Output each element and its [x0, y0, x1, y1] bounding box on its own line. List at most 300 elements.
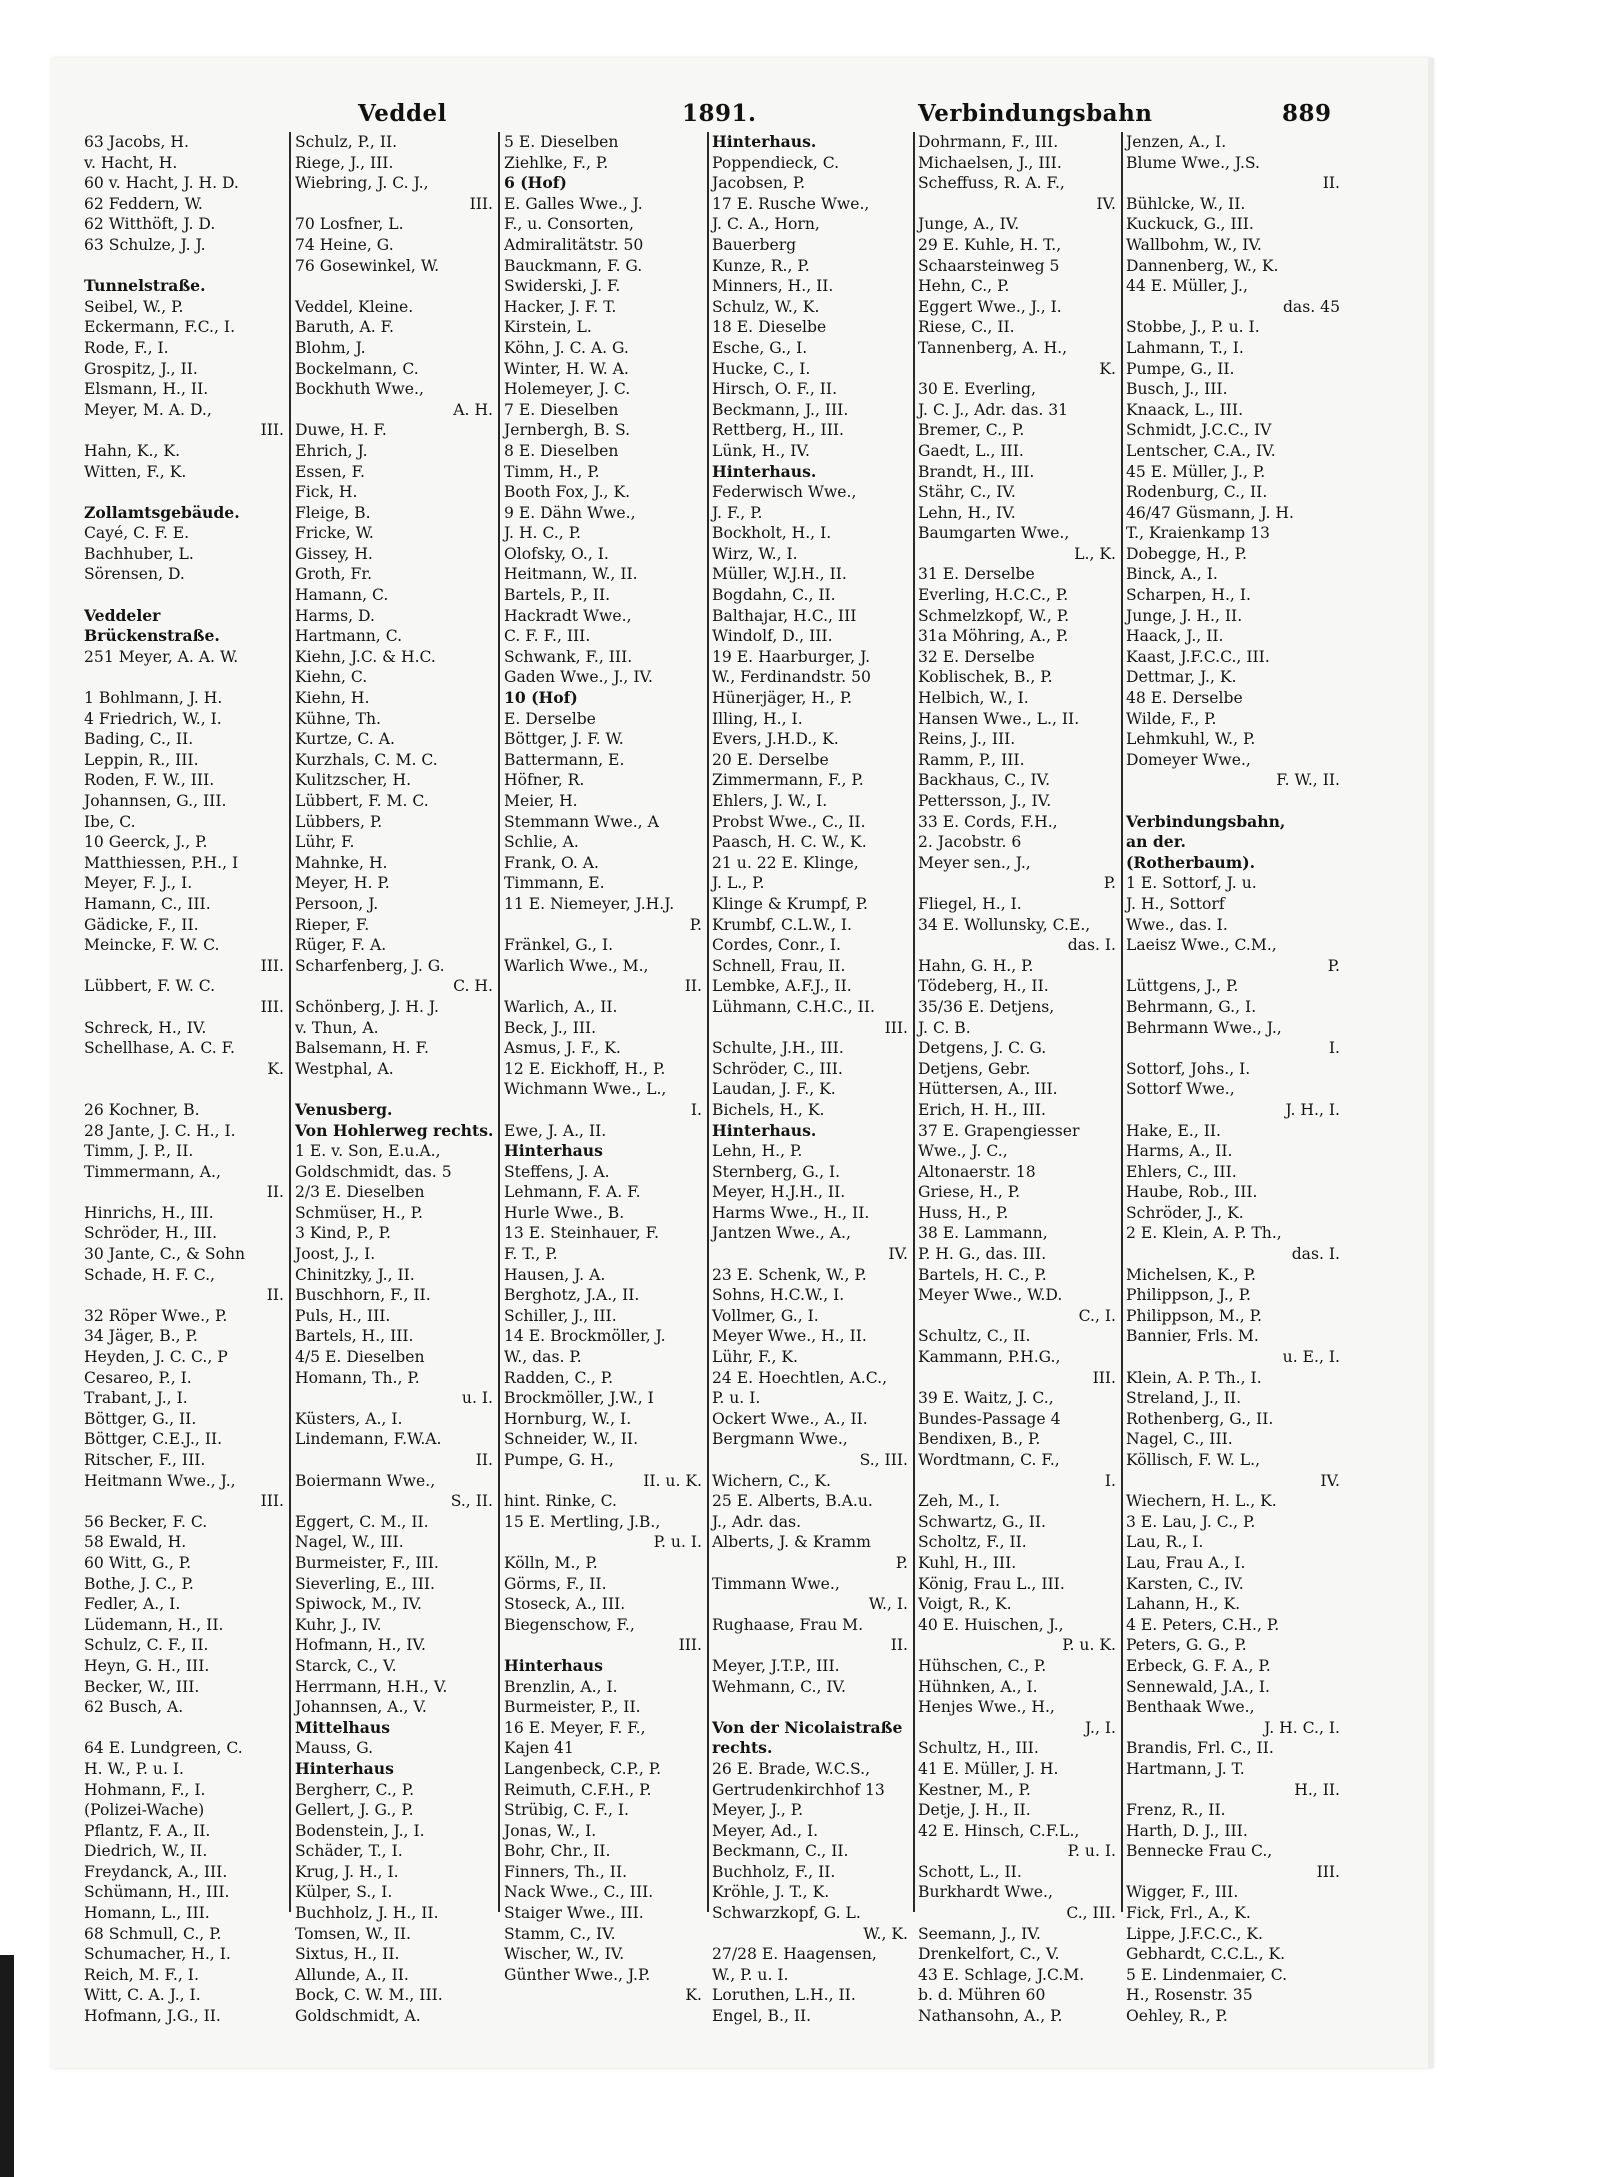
- directory-entry: Frank, O. A.: [504, 853, 599, 872]
- directory-entry: I.: [1328, 1039, 1340, 1058]
- page-edge: [1428, 58, 1434, 2068]
- directory-entry: Erich, H. H., III.: [918, 1100, 1046, 1119]
- directory-entry: Wiechern, H. L., K.: [1126, 1492, 1277, 1511]
- directory-entry: [84, 585, 286, 606]
- directory-entry: 63 Schulze, J. J.: [84, 235, 206, 254]
- directory-entry: Puls, H., III.: [295, 1306, 391, 1325]
- directory-entry: Illing, H., I.: [712, 709, 803, 728]
- directory-entry: Ehrich, J.: [295, 441, 368, 460]
- directory-entry: Krumbf, C.L.W., I.: [712, 915, 852, 934]
- directory-entry: Ramm, P., III.: [918, 750, 1025, 769]
- directory-entry: Drenkelfort, C., V.: [918, 1945, 1060, 1964]
- directory-entry: 25 E. Alberts, B.A.u.: [712, 1492, 873, 1511]
- directory-entry: Scharpen, H., I.: [1126, 586, 1251, 605]
- directory-entry: Lentscher, C.A., IV.: [1126, 441, 1276, 460]
- directory-entry: T., Kraienkamp 13: [1126, 524, 1270, 543]
- directory-entry: [295, 276, 495, 297]
- directory-column-1: [84, 132, 286, 2026]
- directory-entry: Timm, J. P., II.: [84, 1142, 194, 1161]
- directory-entry: 5 E. Dieselben: [504, 133, 619, 151]
- directory-entry: Mauss, G.: [295, 1739, 374, 1758]
- directory-entry: Burmeister, P., II.: [504, 1698, 641, 1717]
- directory-entry: Pumpe, G., II.: [1126, 359, 1235, 378]
- directory-entry: Kurtze, C. A.: [295, 730, 395, 749]
- directory-entry: Heitmann, W., II.: [504, 565, 638, 584]
- directory-entry: J. H., Sottorf: [1126, 894, 1225, 913]
- directory-entry: Balsemann, H. F.: [295, 1039, 429, 1058]
- directory-entry: Blohm, J.: [295, 338, 366, 357]
- directory-entry: Fedler, A., I.: [84, 1595, 181, 1614]
- directory-entry: Hucke, C., I.: [712, 359, 811, 378]
- directory-entry: Steffens, J. A.: [504, 1162, 610, 1181]
- directory-entry: Vollmer, G., I.: [712, 1306, 819, 1325]
- directory-entry: 26 Kochner, B.: [84, 1100, 200, 1119]
- directory-entry: Scharfenberg, J. G.: [295, 956, 445, 975]
- directory-entry: Kunze, R., P.: [712, 256, 810, 275]
- directory-column-3: [504, 132, 704, 2005]
- directory-entry: Bergmann Wwe.,: [712, 1430, 848, 1449]
- directory-entry: Hartmann, J. T.: [1126, 1759, 1245, 1778]
- directory-entry: II. u. K.: [643, 1471, 702, 1490]
- directory-entry: II.: [684, 977, 702, 996]
- directory-entry: Buchholz, F., II.: [712, 1862, 836, 1881]
- directory-entry: Burmeister, F., III.: [295, 1553, 439, 1572]
- directory-entry: Helbich, W., I.: [918, 689, 1029, 708]
- directory-entry: Rughaase, Frau M.: [712, 1615, 864, 1634]
- directory-entry: Wirz, W., I.: [712, 544, 798, 563]
- directory-entry: Schmelzkopf, W., P.: [918, 606, 1070, 625]
- directory-entry: 45 E. Müller, J., P.: [1126, 462, 1266, 481]
- directory-entry: Harms, A., II.: [1126, 1142, 1233, 1161]
- directory-entry: II.: [890, 1636, 908, 1655]
- directory-entry: Hornburg, W., I.: [504, 1409, 632, 1428]
- directory-entry: P.: [1103, 874, 1116, 893]
- directory-entry: Balthajar, H.C., III: [712, 606, 857, 625]
- directory-entry: P. u. I.: [712, 1389, 761, 1408]
- directory-entry: III.: [260, 421, 284, 440]
- directory-entry: Spiwock, M., IV.: [295, 1595, 422, 1614]
- directory-entry: Bohr, Chr., II.: [504, 1842, 611, 1861]
- directory-entry: Kiehn, C.: [295, 668, 368, 687]
- directory-entry: 24 E. Hoechtlen, A.C.,: [712, 1368, 888, 1387]
- directory-entry: S., III.: [859, 1451, 908, 1469]
- directory-entry: Tödeberg, H., II.: [918, 977, 1049, 996]
- directory-entry: Lühr, F.: [295, 833, 355, 852]
- header-street-right: Verbindungsbahn: [918, 100, 1153, 127]
- directory-entry: [84, 482, 286, 503]
- directory-entry: Schulte, J.H., III.: [712, 1039, 844, 1058]
- directory-entry: Voigt, R., K.: [918, 1595, 1012, 1614]
- directory-entry: Lühmann, C.H.C., II.: [712, 997, 875, 1016]
- directory-entry: Schmidt, J.C.C., IV: [1126, 421, 1272, 440]
- directory-entry: 18 E. Dieselbe: [712, 318, 827, 337]
- directory-entry: 62 Busch, A.: [84, 1698, 184, 1717]
- directory-entry: [84, 256, 286, 277]
- directory-entry: 42 E. Hinsch, C.F.L.,: [918, 1821, 1080, 1840]
- directory-entry: Schäder, T., I.: [295, 1842, 403, 1861]
- directory-entry: Nagel, W., III.: [295, 1533, 404, 1552]
- directory-entry: Hausen, J. A.: [504, 1265, 606, 1284]
- directory-entry: III.: [678, 1636, 702, 1655]
- directory-entry: 6 (Hof): [504, 173, 567, 193]
- directory-entry: 3 Kind, P., P.: [295, 1224, 391, 1243]
- directory-entry: Junge, A., IV.: [918, 215, 1020, 234]
- directory-entry: Brandis, Frl. C., II.: [1126, 1739, 1274, 1758]
- directory-entry: Ehlers, C., III.: [1126, 1162, 1237, 1181]
- directory-entry: Schultz, H., III.: [918, 1739, 1039, 1758]
- directory-entry: Hinterhaus: [504, 1655, 603, 1675]
- directory-entry: Wwe., J. C.,: [918, 1142, 1008, 1161]
- directory-entry: Knaack, L., III.: [1126, 400, 1244, 419]
- directory-entry: Stemmann Wwe., A: [504, 812, 659, 831]
- directory-entry: 1 Bohlmann, J. H.: [84, 689, 223, 708]
- directory-entry: W., P. u. I.: [712, 1965, 789, 1984]
- directory-entry: 26 E. Brade, W.C.S.,: [712, 1759, 871, 1778]
- directory-entry: Lippe, J.F.C.C., K.: [1126, 1924, 1263, 1943]
- directory-entry: Heitmann Wwe., J.,: [84, 1471, 236, 1490]
- directory-entry: J., I.: [1084, 1718, 1116, 1737]
- directory-entry: Zimmermann, F., P.: [712, 771, 864, 790]
- directory-entry: 37 E. Grapengiesser: [918, 1121, 1080, 1140]
- column-divider: [913, 132, 915, 1912]
- directory-entry: hint. Rinke, C.: [504, 1492, 617, 1511]
- directory-entry: Haack, J., II.: [1126, 627, 1224, 646]
- directory-entry: [1126, 791, 1342, 812]
- directory-entry: b. d. Mühren 60: [918, 1986, 1046, 2005]
- directory-entry: Hinrichs, H., III.: [84, 1203, 214, 1222]
- directory-entry: Jenzen, A., I.: [1126, 133, 1227, 151]
- directory-entry: 1 E. v. Son, E.u.A.,: [295, 1142, 441, 1161]
- directory-entry: Rüger, F. A.: [295, 936, 387, 955]
- directory-entry: 44 E. Müller, J.,: [1126, 277, 1248, 296]
- directory-entry: Beck, J., III.: [504, 1018, 597, 1037]
- directory-entry: 46/47 Güsmann, J. H.: [1126, 503, 1294, 522]
- directory-entry: Gaden Wwe., J., IV.: [504, 668, 653, 687]
- directory-entry: Ritscher, F., III.: [84, 1451, 206, 1469]
- directory-entry: Timmermann, A.,: [84, 1162, 221, 1181]
- directory-entry: Hamann, C., III.: [84, 894, 211, 913]
- directory-entry: Kiehn, H.: [295, 689, 370, 708]
- directory-entry: Lahmann, T., I.: [1126, 338, 1244, 357]
- directory-entry: Wehmann, C., IV.: [712, 1677, 847, 1696]
- directory-entry: Reich, M. F., I.: [84, 1965, 199, 1984]
- directory-entry: 17 E. Rusche Wwe.,: [712, 194, 870, 213]
- directory-entry: Federwisch Wwe.,: [712, 483, 857, 502]
- directory-entry: J. C. A., Horn,: [712, 215, 820, 234]
- directory-entry: Hühschen, C., P.: [918, 1656, 1047, 1675]
- directory-entry: Böttger, J. F. W.: [504, 730, 624, 749]
- directory-entry: 30 E. Everling,: [918, 380, 1036, 399]
- directory-entry: 21 u. 22 E. Klinge,: [712, 853, 859, 872]
- directory-entry: Haube, Rob., III.: [1126, 1183, 1258, 1202]
- directory-entry: Erbeck, G. F. A., P.: [1126, 1656, 1271, 1675]
- directory-entry: Klinge & Krumpf, P.: [712, 894, 869, 913]
- directory-entry: 31 E. Derselbe: [918, 565, 1035, 584]
- directory-entry: Riese, C., II.: [918, 318, 1015, 337]
- directory-entry: Schellhase, A. C. F.: [84, 1039, 235, 1058]
- directory-entry: Engel, B., II.: [712, 2007, 812, 2026]
- directory-entry: 1 E. Sottorf, J. u.: [1126, 874, 1257, 893]
- directory-entry: Timmann Wwe.,: [712, 1574, 840, 1593]
- directory-entry: F. W., II.: [1276, 771, 1340, 790]
- directory-entry: 38 E. Lammann,: [918, 1224, 1048, 1243]
- directory-entry: Booth Fox, J., K.: [504, 483, 631, 502]
- directory-entry: Bothe, J. C., P.: [84, 1574, 194, 1593]
- directory-entry: Hofmann, J.G., II.: [84, 2007, 221, 2026]
- directory-entry: Lübbert, F. M. C.: [295, 792, 429, 810]
- directory-entry: 5 E. Lindenmaier, C.: [1126, 1965, 1288, 1984]
- directory-entry: Poppendieck, C.: [712, 153, 840, 172]
- directory-entry: Dohrmann, F., III.: [918, 133, 1059, 151]
- directory-entry: v. Thun, A.: [295, 1018, 379, 1037]
- directory-entry: Klein, A. P. Th., I.: [1126, 1368, 1262, 1387]
- directory-entry: Bachhuber, L.: [84, 544, 194, 563]
- directory-entry: Riege, J., III.: [295, 153, 394, 172]
- directory-entry: 2 E. Klein, A. P. Th.,: [1126, 1224, 1282, 1243]
- directory-entry: Kammann, P.H.G.,: [918, 1348, 1061, 1367]
- directory-entry: Wordtmann, C. F.,: [918, 1451, 1060, 1469]
- directory-entry: Swiderski, J. F.: [504, 277, 621, 296]
- directory-entry: II.: [475, 1451, 493, 1469]
- directory-entry: J. H. C., I.: [1264, 1718, 1340, 1737]
- directory-entry: J. F., P.: [712, 503, 763, 522]
- directory-entry: Fränkel, G., I.: [504, 936, 614, 955]
- directory-entry: Witt, C. A. J., I.: [84, 1986, 201, 2005]
- directory-entry: Dannenberg, W., K.: [1126, 256, 1279, 275]
- directory-entry: Kölln, M., P.: [504, 1553, 598, 1572]
- directory-entry: Bremer, C., P.: [918, 421, 1025, 440]
- directory-entry: Hofmann, H., IV.: [295, 1636, 426, 1655]
- directory-entry: Bogdahn, C., II.: [712, 586, 836, 605]
- directory-entry: 40 E. Huischen, J.,: [918, 1615, 1064, 1634]
- directory-entry: E. Galles Wwe., J.: [504, 194, 643, 213]
- directory-entry: Westphal, A.: [295, 1059, 394, 1078]
- directory-entry: Hehn, C., P.: [918, 277, 1010, 296]
- directory-entry: Ewe, J. A., II.: [504, 1121, 607, 1140]
- directory-entry: III.: [260, 1492, 284, 1511]
- directory-entry: Dettmar, J., K.: [1126, 668, 1237, 687]
- directory-entry: Wilde, F., P.: [1126, 709, 1217, 728]
- directory-entry: 10 Geerck, J., P.: [84, 833, 208, 852]
- directory-entry: 48 E. Derselbe: [1126, 689, 1243, 708]
- directory-entry: Schümann, H., III.: [84, 1883, 230, 1902]
- directory-entry: 34 Jäger, B., P.: [84, 1327, 198, 1346]
- directory-entry: Schröder, H., III.: [84, 1224, 218, 1243]
- directory-entry: Kiehn, J.C. & H.C.: [295, 647, 436, 666]
- directory-entry: Grospitz, J., II.: [84, 359, 198, 378]
- directory-entry: 4 E. Peters, C.H., P.: [1126, 1615, 1280, 1634]
- directory-entry: Minners, H., II.: [712, 277, 834, 296]
- directory-entry: (Rotherbaum).: [1126, 852, 1256, 872]
- directory-entry: Pflantz, F. A., II.: [84, 1821, 211, 1840]
- directory-entry: Rodenburg, C., II.: [1126, 483, 1268, 502]
- directory-entry: Harms Wwe., H., II.: [712, 1203, 870, 1222]
- directory-entry: Schulz, W., K.: [712, 297, 820, 316]
- directory-entry: [295, 1079, 495, 1100]
- directory-entry: Köhn, J. C. A. G.: [504, 338, 629, 357]
- directory-entry: Zeh, M., I.: [918, 1492, 1000, 1511]
- directory-entry: Starck, C., V.: [295, 1656, 397, 1675]
- directory-entry: Schnell, Frau, II.: [712, 956, 846, 975]
- directory-entry: Wichmann Wwe., L.,: [504, 1080, 667, 1099]
- directory-entry: Fricke, W.: [295, 524, 374, 543]
- directory-entry: Freydanck, A., III.: [84, 1862, 228, 1881]
- directory-entry: Meyer Wwe., H., II.: [712, 1327, 867, 1346]
- directory-entry: Meyer, Ad., I.: [712, 1821, 819, 1840]
- directory-entry: Lübbers, P.: [295, 812, 383, 831]
- directory-entry: das. I.: [1067, 936, 1116, 955]
- directory-entry: Benthaak Wwe.,: [1126, 1698, 1255, 1717]
- directory-entry: Külper, S., I.: [295, 1883, 393, 1902]
- directory-entry: P. u. K.: [1062, 1636, 1116, 1655]
- directory-entry: Hirsch, O. F., II.: [712, 380, 838, 399]
- directory-entry: Trabant, J., I.: [84, 1389, 188, 1408]
- directory-entry: Schulz, C. F., II.: [84, 1636, 209, 1655]
- directory-entry: Domeyer Wwe.,: [1126, 750, 1251, 769]
- directory-entry: Hinterhaus.: [712, 1120, 817, 1140]
- directory-entry: Lühr, F., K.: [712, 1348, 798, 1367]
- directory-entry: Jantzen Wwe., A.,: [712, 1224, 851, 1243]
- directory-entry: Bauckmann, F. G.: [504, 256, 643, 275]
- column-divider: [289, 132, 291, 1912]
- directory-entry: H., II.: [1294, 1780, 1340, 1799]
- directory-entry: Fleige, B.: [295, 503, 371, 522]
- directory-entry: Kuhl, H., III.: [918, 1553, 1017, 1572]
- directory-entry: Brockmöller, J.W., I: [504, 1389, 654, 1408]
- scan-edge-shadow: [0, 1955, 14, 2177]
- directory-entry: Hamann, C.: [295, 586, 389, 605]
- directory-entry: Wigger, F., III.: [1126, 1883, 1239, 1902]
- directory-entry: Binck, A., I.: [1126, 565, 1218, 584]
- directory-entry: Baumgarten Wwe.,: [918, 524, 1070, 543]
- directory-entry: Bockholt, H., I.: [712, 524, 832, 543]
- directory-entry: Fliegel, H., I.: [918, 894, 1022, 913]
- directory-entry: Bartels, H. C., P.: [918, 1265, 1047, 1284]
- directory-entry: Hinterhaus: [504, 1141, 603, 1161]
- directory-entry: P. H. G., das. III.: [918, 1245, 1047, 1264]
- directory-entry: 2/3 E. Dieselben: [295, 1183, 425, 1202]
- directory-entry: Bühlcke, W., II.: [1126, 194, 1246, 213]
- directory-entry: Günther Wwe., J.P.: [504, 1965, 651, 1984]
- column-divider: [498, 132, 500, 1912]
- directory-entry: III.: [469, 194, 493, 213]
- directory-entry: Meyer, H.J.H., II.: [712, 1183, 846, 1202]
- directory-entry: Böttger, G., II.: [84, 1409, 197, 1428]
- directory-entry: 14 E. Brockmöller, J.: [504, 1327, 666, 1346]
- directory-entry: 68 Schmull, C., P.: [84, 1924, 222, 1943]
- directory-entry: 62 Witthöft, J. D.: [84, 215, 216, 234]
- directory-entry: 4/5 E. Dieselben: [295, 1348, 425, 1367]
- directory-entry: Kaast, J.F.C.C., III.: [1126, 647, 1270, 666]
- directory-entry: Goldschmidt, das. 5: [295, 1162, 452, 1181]
- directory-entry: L., K.: [1074, 544, 1116, 563]
- directory-entry: Hahn, K., K.: [84, 441, 181, 460]
- directory-entry: P.: [1327, 956, 1340, 975]
- directory-entry: Ehlers, J. W., I.: [712, 792, 828, 810]
- directory-entry: III.: [884, 1018, 908, 1037]
- directory-entry: 3 E. Lau, J. C., P.: [1126, 1512, 1256, 1531]
- directory-entry: Lembke, A.F.J., II.: [712, 977, 852, 996]
- directory-entry: Jonas, W., I.: [504, 1821, 597, 1840]
- directory-entry: 60 Witt, G., P.: [84, 1553, 192, 1572]
- directory-entry: 2. Jacobstr. 6: [918, 833, 1022, 852]
- directory-entry: Sohns, H.C.W., I.: [712, 1286, 845, 1305]
- directory-entry: Lau, Frau A., I.: [1126, 1553, 1246, 1572]
- directory-entry: Groth, Fr.: [295, 565, 373, 584]
- directory-entry: Stamm, C., IV.: [504, 1924, 616, 1943]
- directory-entry: Philippson, J., P.: [1126, 1286, 1252, 1305]
- directory-entry: 13 E. Steinhauer, F.: [504, 1224, 659, 1243]
- directory-entry: Herrmann, H.H., V.: [295, 1677, 448, 1696]
- directory-entry: Lehn, H., P.: [712, 1142, 803, 1161]
- directory-entry: Lübbert, F. W. C.: [84, 977, 216, 996]
- directory-entry: Lüdemann, H., II.: [84, 1615, 224, 1634]
- directory-entry: Schaarsteinweg 5: [918, 256, 1060, 275]
- directory-entry: P. u. I.: [1067, 1842, 1116, 1861]
- directory-entry: III.: [260, 997, 284, 1016]
- directory-entry: 11 E. Niemeyer, J.H.J.: [504, 894, 675, 913]
- directory-entry: Seemann, J., IV.: [918, 1924, 1041, 1943]
- directory-entry: Evers, J.H.D., K.: [712, 730, 839, 749]
- directory-entry: 9 E. Dähn Wwe.,: [504, 503, 636, 522]
- directory-entry: Hansen Wwe., L., II.: [918, 709, 1080, 728]
- directory-entry: 28 Jante, J. C. H., I.: [84, 1121, 236, 1140]
- directory-entry: I.: [690, 1100, 702, 1119]
- directory-entry: Seibel, W., P.: [84, 297, 184, 316]
- directory-entry: Harth, D. J., III.: [1126, 1821, 1248, 1840]
- directory-entry: Stobbe, J., P. u. I.: [1126, 318, 1260, 337]
- directory-entry: Berghotz, J.A., II.: [504, 1286, 640, 1305]
- directory-entry: Lahann, H., K.: [1126, 1595, 1241, 1614]
- directory-entry: 63 Jacobs, H.: [84, 133, 189, 151]
- directory-entry: Strübig, C. F., I.: [504, 1801, 629, 1820]
- directory-entry: Behrmann, G., I.: [1126, 997, 1257, 1016]
- directory-entry: Scheffuss, R. A. F.,: [918, 174, 1065, 193]
- directory-entry: Biegenschow, F.,: [504, 1615, 635, 1634]
- directory-entry: Schwarzkopf, G. L.: [712, 1904, 861, 1923]
- directory-entry: Ockert Wwe., A., II.: [712, 1409, 868, 1428]
- directory-entry: Schreck, H., IV.: [84, 1018, 207, 1037]
- directory-entry: Staiger Wwe., III.: [504, 1904, 644, 1923]
- directory-entry: Hinterhaus: [295, 1758, 394, 1778]
- directory-entry: 15 E. Mertling, J.B.,: [504, 1512, 661, 1531]
- directory-entry: Boiermann Wwe.,: [295, 1471, 436, 1490]
- directory-entry: Zollamtsgebäude.: [84, 502, 240, 522]
- directory-entry: Laeisz Wwe., C.M.,: [1126, 936, 1277, 955]
- directory-entry: 33 E. Cords, F.H.,: [918, 812, 1058, 831]
- directory-entry: Rettberg, H., III.: [712, 421, 844, 440]
- directory-entry: Meyer, J., P.: [712, 1801, 804, 1820]
- directory-entry: Timmann, E.: [504, 874, 605, 893]
- directory-entry: Eckermann, F.C., I.: [84, 318, 236, 337]
- directory-entry: W., K.: [863, 1924, 908, 1943]
- directory-entry: 58 Ewald, H.: [84, 1533, 187, 1552]
- directory-entry: Allunde, A., II.: [295, 1965, 409, 1984]
- directory-entry: Philippson, M., P.: [1126, 1306, 1262, 1325]
- directory-entry: Joost, J., I.: [295, 1245, 376, 1264]
- directory-entry: Gädicke, F., II.: [84, 915, 199, 934]
- directory-entry: Admiralitätstr. 50: [504, 235, 644, 254]
- directory-entry: Detjens, Gebr.: [918, 1059, 1031, 1078]
- directory-entry: Wischer, W., IV.: [504, 1945, 625, 1964]
- directory-entry: Böttger, C.E.J., II.: [84, 1430, 223, 1449]
- directory-entry: J. H., I.: [1285, 1100, 1340, 1119]
- directory-entry: [84, 1718, 286, 1739]
- directory-entry: Hackradt Wwe.,: [504, 606, 632, 625]
- directory-entry: Bockhuth Wwe.,: [295, 380, 424, 399]
- directory-entry: Finners, Th., II.: [504, 1862, 628, 1881]
- directory-entry: Johannsen, A., V.: [295, 1698, 427, 1717]
